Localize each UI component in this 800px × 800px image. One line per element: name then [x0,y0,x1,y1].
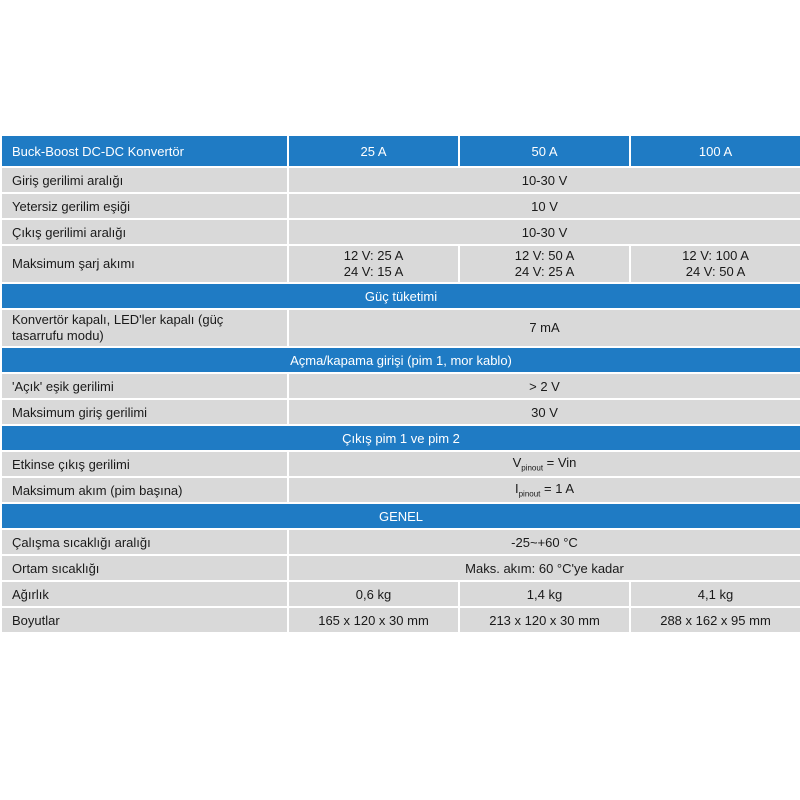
section-header [2,348,800,372]
line-12v: 12 V: 100 A [682,248,749,263]
cell-50a [460,246,629,282]
cell-25a: 0,6 kg [289,582,458,606]
line-24v: 24 V: 15 A [343,264,404,279]
symbol: I [514,481,519,497]
table-row [2,530,800,554]
cell-100a [631,246,800,282]
table-row [2,168,800,192]
row-value: Maks. akım: 60 °C'ye kadar [289,556,800,580]
row-value: > 2 V [289,374,800,398]
row-label: Maksimum şarj akımı [2,246,287,282]
row-label: Konvertör kapalı, LED'ler kapalı (güç tasarrufu modu) [2,310,287,346]
row-label: Giriş gerilimi aralığı [2,168,287,192]
table-row [2,452,800,476]
line-12v: 12 V: 25 A [343,248,404,263]
table-row [2,374,800,398]
table-row [2,556,800,580]
row-value: 10 V [289,194,800,218]
col-100a: 100 A [631,136,800,166]
row-label: Ortam sıcaklığı [2,556,287,580]
line-24v: 24 V: 25 A [514,264,575,279]
table-row [2,194,800,218]
table-row [2,608,800,632]
row-label: Ağırlık [2,582,287,606]
row-label: Etkinse çıkış gerilimi [2,452,287,476]
col-50a: 50 A [460,136,629,166]
section-output-pins: Çıkış pim 1 ve pim 2 [2,426,800,450]
subscript: pinout [521,463,544,473]
section-onoff: Açma/kapama girişi (pim 1, mor kablo) [2,348,800,372]
cell-25a [289,246,458,282]
row-label: Yetersiz gerilim eşiği [2,194,287,218]
section-power: Güç tüketimi [2,284,800,308]
table-title: Buck-Boost DC-DC Konvertör [2,136,287,166]
table-row [2,246,800,282]
col-25a: 25 A [289,136,458,166]
section-general: GENEL [2,504,800,528]
subscript: pinout [518,489,541,499]
section-header [2,504,800,528]
section-header [2,284,800,308]
cell-100a: 288 x 162 x 95 mm [631,608,800,632]
row-value [289,478,800,502]
table-row [2,220,800,244]
section-header [2,426,800,450]
row-value: 10-30 V [289,220,800,244]
cell-50a: 1,4 kg [460,582,629,606]
spec-table [0,134,800,634]
table-row [2,310,800,346]
header-row [2,136,800,166]
row-label: 'Açık' eşik gerilimi [2,374,287,398]
row-label: Boyutlar [2,608,287,632]
row-value: 7 mA [289,310,800,346]
line-24v: 24 V: 50 A [685,264,746,279]
row-label: Çıkış gerilimi aralığı [2,220,287,244]
line-12v: 12 V: 50 A [514,248,575,263]
row-value [289,452,800,476]
formula-rest: = Vin [543,455,577,471]
row-label: Maksimum akım (pim başına) [2,478,287,502]
table-row [2,400,800,424]
row-label: Maksimum giriş gerilimi [2,400,287,424]
table-row [2,582,800,606]
row-value: -25~+60 °C [289,530,800,554]
row-label: Çalışma sıcaklığı aralığı [2,530,287,554]
table-row [2,478,800,502]
row-value: 30 V [289,400,800,424]
cell-25a: 165 x 120 x 30 mm [289,608,458,632]
row-value: 10-30 V [289,168,800,192]
formula-rest: = 1 A [540,481,575,497]
symbol: V [512,455,522,471]
cell-50a: 213 x 120 x 30 mm [460,608,629,632]
cell-100a: 4,1 kg [631,582,800,606]
